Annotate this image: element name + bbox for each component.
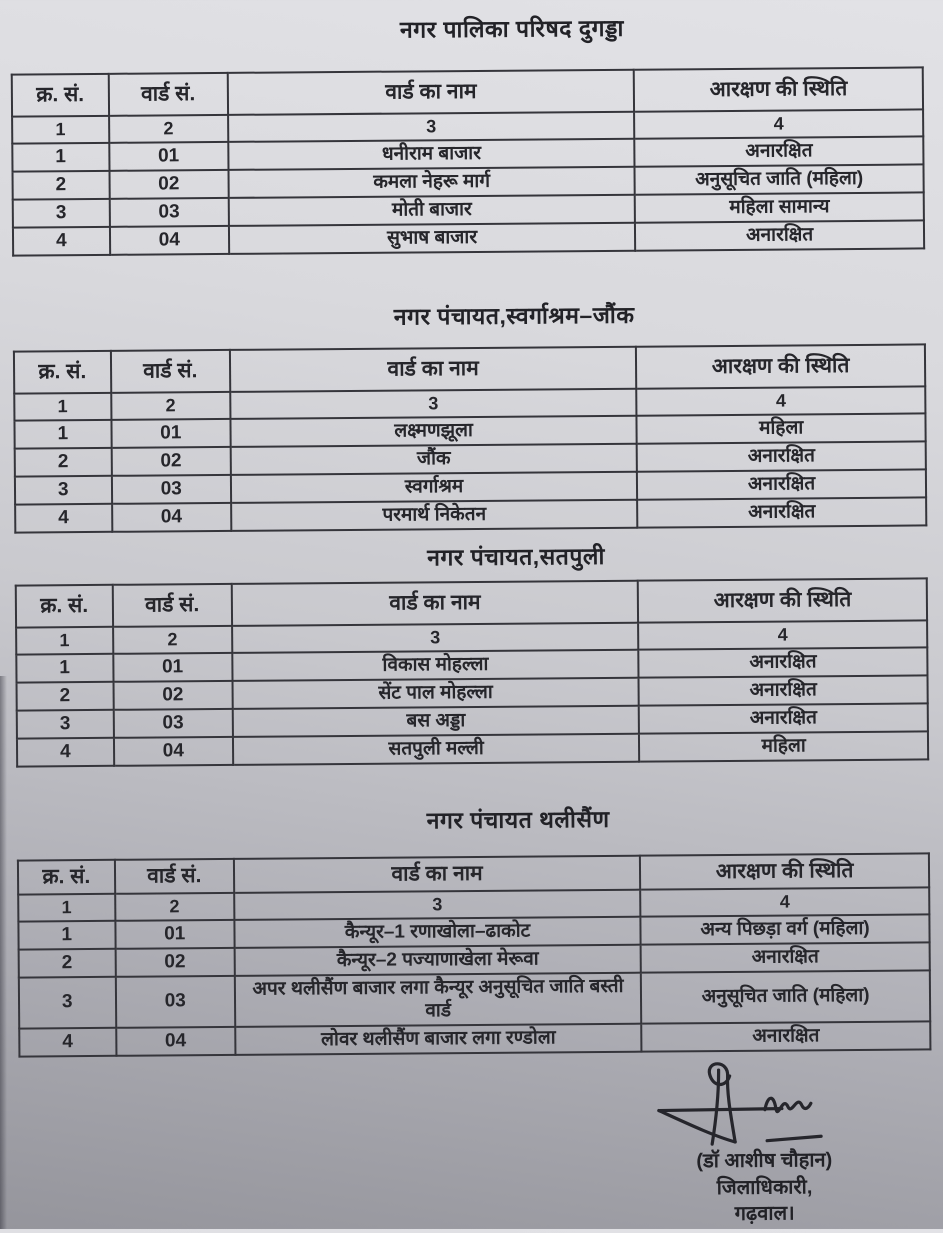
table-cell: अनारक्षित <box>641 942 930 972</box>
column-header: वार्ड का नाम <box>230 347 637 392</box>
column-number: 3 <box>234 890 640 920</box>
table-cell: 4 <box>17 738 114 767</box>
column-number: 1 <box>16 627 113 655</box>
table-cell: 02 <box>113 681 233 710</box>
column-header: वार्ड का नाम <box>232 581 639 626</box>
column-number: 4 <box>640 887 929 916</box>
table-cell: 03 <box>115 975 235 1027</box>
header-row <box>14 344 925 393</box>
table-cell: 04 <box>114 737 234 766</box>
table-cell: 1 <box>18 921 115 950</box>
ward-table-thalisain <box>17 852 932 1057</box>
table-cell: मोती बाजार <box>229 195 636 226</box>
table-cell: सुभाष बाजार <box>229 223 636 254</box>
table-cell: अपर थलीसैंण बाजार लगा कैन्यूर अनुसूचित जाति बस्ती वार्ड <box>235 972 642 1027</box>
header-row <box>12 67 923 116</box>
column-number: 2 <box>111 392 231 420</box>
column-number: 2 <box>115 893 235 921</box>
table-cell: 04 <box>110 226 230 255</box>
table-row <box>17 731 928 766</box>
column-number: 1 <box>18 894 115 922</box>
table-cell: लक्ष्मणझूला <box>230 416 637 447</box>
column-header: क्र. सं. <box>12 74 109 117</box>
table-row <box>13 220 924 255</box>
table-cell: 01 <box>115 920 235 949</box>
column-number: 1 <box>12 116 109 144</box>
column-header: आरक्षण की स्थिति <box>640 853 929 889</box>
handwritten-signature-icon <box>568 1053 834 1150</box>
column-number: 3 <box>230 389 636 419</box>
table-cell: 4 <box>13 227 110 256</box>
table-cell: 1 <box>16 654 113 683</box>
column-number: 3 <box>228 112 634 142</box>
table-cell: अनुसूचित जाति (महिला) <box>635 164 924 194</box>
table-cell: अन्य पिछड़ा वर्ग (महिला) <box>641 914 930 944</box>
table-cell: 04 <box>116 1027 236 1056</box>
table-cell: 02 <box>115 948 235 977</box>
table-cell: परमार्थ निकेतन <box>231 500 638 531</box>
table-cell: महिला <box>637 413 926 443</box>
section-title-satpuli: नगर पंचायत,सतपुली <box>427 542 606 571</box>
table-cell: 2 <box>15 448 112 477</box>
table-cell: 03 <box>109 198 229 227</box>
section-title-swargashram-jonk: नगर पंचायत,स्वर्गाश्रम–जौंक <box>393 301 635 330</box>
ward-table-satpuli <box>15 577 929 767</box>
table-cell: अनारक्षित <box>634 136 923 166</box>
table-cell: स्वर्गाश्रम <box>231 472 638 503</box>
column-header: वार्ड का नाम <box>228 70 635 115</box>
column-number: 4 <box>638 620 927 649</box>
column-number: 4 <box>636 386 925 415</box>
table-cell: अनारक्षित <box>639 703 928 733</box>
column-number: 1 <box>14 393 111 421</box>
table-cell: महिला सामान्य <box>635 192 924 222</box>
header-row <box>16 578 927 627</box>
table-cell: सतपुली मल्ली <box>233 734 640 765</box>
table-cell: लोवर थलीसैंण बाजार लगा रण्डोला <box>235 1024 642 1055</box>
signatory-name: (डॉ आशीष चौहान) <box>696 1149 833 1173</box>
table-cell: 3 <box>17 710 114 739</box>
table-cell: सेंट पाल मोहल्ला <box>232 678 639 709</box>
table-cell: 2 <box>13 171 110 200</box>
column-header: वार्ड सं. <box>108 73 228 116</box>
table-cell: अनारक्षित <box>639 675 928 705</box>
signatory-district: गढ़वाल। <box>734 1202 795 1225</box>
table-cell: 04 <box>112 503 232 532</box>
table-cell: 1 <box>14 420 111 449</box>
table-cell: 3 <box>15 476 112 505</box>
table-row <box>19 970 930 1029</box>
column-number: 3 <box>232 623 638 653</box>
table-row <box>19 1021 930 1056</box>
table-cell: 01 <box>111 419 231 448</box>
column-header: क्र. सं. <box>14 351 111 394</box>
table-cell: 4 <box>19 1028 116 1057</box>
column-header: वार्ड सं. <box>110 350 230 393</box>
ward-table-dugadda <box>11 66 925 256</box>
column-header: आरक्षण की स्थिति <box>638 578 927 622</box>
table-cell: 3 <box>19 976 116 1028</box>
table-cell: 01 <box>113 653 233 682</box>
table-cell: 03 <box>111 475 231 504</box>
table-cell: अनारक्षित <box>637 497 926 527</box>
table-cell: अनारक्षित <box>641 1021 930 1051</box>
table-cell: धनीराम बाजार <box>228 139 635 170</box>
column-header: क्र. सं. <box>18 860 115 895</box>
table-cell: अनारक्षित <box>638 647 927 677</box>
table-cell: अनारक्षित <box>637 469 926 499</box>
column-header: आरक्षण की स्थिति <box>634 67 923 111</box>
section-title-thalisain: नगर पंचायत थलीसैंण <box>426 805 610 834</box>
column-number: 2 <box>109 115 229 143</box>
table-cell: 01 <box>109 142 229 171</box>
column-header: क्र. सं. <box>16 585 113 628</box>
table-cell: 2 <box>19 949 116 978</box>
table-cell: 02 <box>111 447 231 476</box>
table-cell: 02 <box>109 170 229 199</box>
signature-flourish <box>568 1053 834 1150</box>
table-cell: कैन्यूर–2 पज्याणाखेला मेरूवा <box>234 944 641 975</box>
table-cell: विकास मोहल्ला <box>232 650 639 681</box>
ward-table-swargashram-jonk <box>13 343 927 533</box>
table-cell: कैन्यूर–1 रणाखोला–ढाकोट <box>234 917 641 948</box>
column-number: 2 <box>113 626 233 654</box>
column-header: आरक्षण की स्थिति <box>636 344 925 388</box>
signatory-designation: जिलाधिकारी, <box>716 1176 813 1200</box>
table-cell: अनारक्षित <box>637 441 926 471</box>
table-cell: महिला <box>639 731 928 761</box>
table-cell: 3 <box>13 199 110 228</box>
column-number: 4 <box>634 109 923 138</box>
table-cell: 1 <box>12 143 109 172</box>
table-cell: 03 <box>113 709 233 738</box>
table-cell: अनुसूचित जाति (महिला) <box>641 970 930 1024</box>
column-header: वार्ड सं. <box>114 859 234 894</box>
table-cell: जौंक <box>231 444 638 475</box>
table-cell: 4 <box>15 504 112 533</box>
section-title-dugadda: नगर पालिका परिषद दुगड्डा <box>399 14 624 43</box>
table-row <box>15 497 926 532</box>
table-cell: कमला नेहरू मार्ग <box>228 167 635 198</box>
table-cell: 2 <box>17 682 114 711</box>
table-cell: बस अड्डा <box>233 706 640 737</box>
table-cell: अनारक्षित <box>635 220 924 250</box>
column-header: वार्ड का नाम <box>234 856 641 893</box>
column-header: वार्ड सं. <box>112 584 232 627</box>
